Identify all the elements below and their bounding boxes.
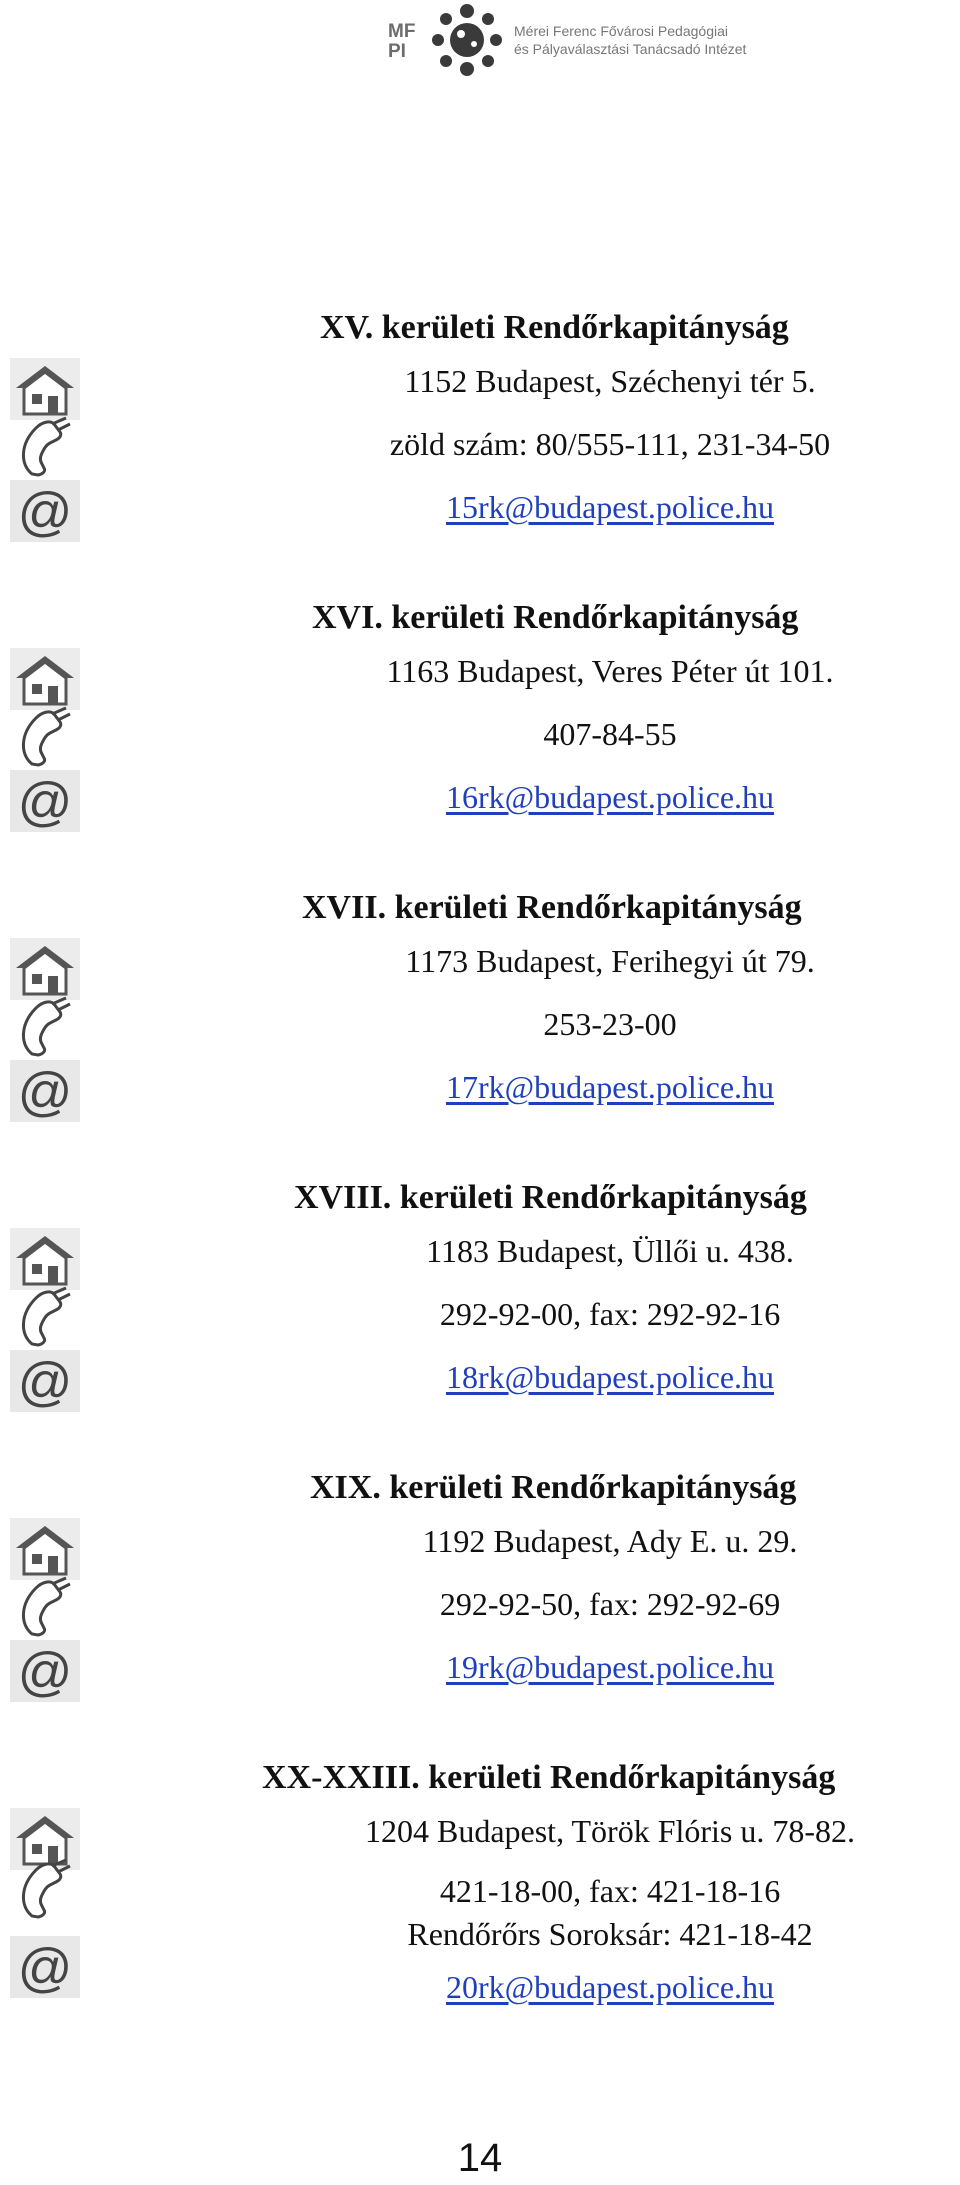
house-icon — [10, 358, 80, 420]
phone-text: zöld szám: 80/555-111, 231-34-50 — [389, 426, 831, 462]
address-text: 1152 Budapest, Széchenyi tér 5. — [404, 363, 816, 399]
precinct-entry-xvii — [0, 888, 960, 1188]
email-link[interactable]: 19rk@budapest.police.hu — [445, 1649, 775, 1685]
precinct-entry-xviii — [0, 1178, 960, 1478]
house-icon — [10, 1228, 80, 1290]
phone-text: 421-18-00, fax: 421-18-16 — [439, 1873, 781, 1909]
extra-phone-text: Rendőrőrs Soroksár: 421-18-42 — [407, 1916, 813, 1952]
precinct-title: XVIII. kerületi Rendőrkapitányság — [294, 1179, 807, 1216]
institute-logo — [388, 0, 788, 80]
svg-text:@: @ — [17, 1062, 73, 1122]
email-link[interactable]: 18rk@budapest.police.hu — [445, 1359, 775, 1395]
phone-handset-icon — [10, 1286, 80, 1348]
email-link[interactable]: 17rk@budapest.police.hu — [445, 1069, 775, 1105]
house-icon — [10, 1518, 80, 1580]
precinct-entry-xix — [0, 1468, 960, 1768]
precinct-entry-xx-xxiii — [0, 1758, 960, 2058]
address-text: 1183 Budapest, Üllői u. 438. — [426, 1233, 794, 1269]
precinct-title: XV. kerületi Rendőrkapitányság — [320, 309, 789, 346]
phone-text: 253-23-00 — [543, 1006, 677, 1042]
precinct-title: XVII. kerületi Rendőrkapitányság — [302, 889, 802, 926]
precinct-entry-xvi — [0, 598, 960, 898]
at-sign-icon — [10, 770, 80, 832]
at-sign-icon — [10, 1350, 80, 1412]
svg-text:@: @ — [17, 772, 73, 832]
svg-text:@: @ — [17, 1642, 73, 1702]
phone-text: 407-84-55 — [543, 716, 677, 752]
phone-handset-icon — [10, 1858, 80, 1920]
svg-text:@: @ — [17, 1938, 73, 1998]
address-text: 1173 Budapest, Ferihegyi út 79. — [405, 943, 815, 979]
phone-text: 292-92-00, fax: 292-92-16 — [439, 1296, 781, 1332]
phone-handset-icon — [10, 996, 80, 1058]
at-sign-icon — [10, 1640, 80, 1702]
phone-handset-icon — [10, 416, 80, 478]
precinct-title: XX-XXIII. kerületi Rendőrkapitányság — [262, 1759, 836, 1796]
at-sign-icon — [10, 480, 80, 542]
house-icon — [10, 648, 80, 710]
logo-mark-icon — [428, 2, 506, 78]
precinct-entry-xv — [0, 308, 960, 608]
at-sign-icon — [10, 1936, 80, 1998]
phone-handset-icon — [10, 1576, 80, 1638]
email-link[interactable]: 20rk@budapest.police.hu — [445, 1969, 775, 2005]
logo-initials: MF PI — [388, 21, 416, 62]
address-text: 1192 Budapest, Ady E. u. 29. — [422, 1523, 798, 1559]
address-text: 1163 Budapest, Veres Péter út 101. — [386, 653, 834, 689]
logo-text: Mérei Ferenc Fővárosi Pedagógiai és Pályaválasztási Tanácsadó Intézet — [514, 23, 747, 57]
precinct-title: XIX. kerületi Rendőrkapitányság — [310, 1469, 797, 1506]
email-link[interactable]: 16rk@budapest.police.hu — [445, 779, 775, 815]
page-header — [0, 0, 960, 90]
phone-text: 292-92-50, fax: 292-92-69 — [439, 1586, 781, 1622]
svg-text:@: @ — [17, 482, 73, 542]
house-icon — [10, 938, 80, 1000]
page-number: 14 — [457, 2136, 503, 2180]
at-sign-icon — [10, 1060, 80, 1122]
svg-text:@: @ — [17, 1352, 73, 1412]
precinct-title: XVI. kerületi Rendőrkapitányság — [312, 599, 799, 636]
phone-handset-icon — [10, 706, 80, 768]
email-link[interactable]: 15rk@budapest.police.hu — [445, 489, 775, 525]
address-text: 1204 Budapest, Török Flóris u. 78-82. — [364, 1813, 856, 1849]
